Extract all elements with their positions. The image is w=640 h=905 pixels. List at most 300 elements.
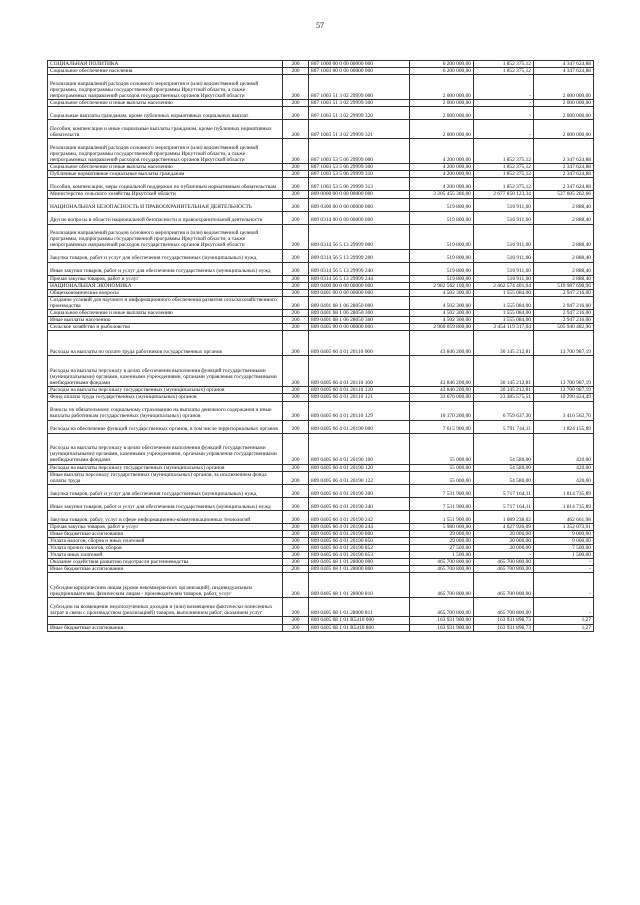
row-line-code: 200	[283, 331, 309, 356]
row-line-code: 200	[283, 211, 309, 224]
row-budget-code: 809 0405 68 1 01 28000 000	[309, 559, 410, 566]
row-approved-amount: 4 502 300,00	[410, 296, 474, 309]
row-executed-amount: 1 555 084,00	[474, 296, 534, 309]
row-budget-code: 809 0000 00 0 00 00000 000	[309, 191, 410, 198]
table-row	[48, 289, 594, 296]
row-approved-amount: 6 200 000,00	[410, 68, 474, 75]
row-approved-amount: 55 000,00	[410, 471, 474, 484]
row-unexecuted-amount: 2 888,40	[534, 275, 594, 282]
table-row	[48, 484, 594, 497]
table-row	[48, 401, 594, 420]
row-line-code: 200	[283, 282, 309, 289]
row-name: Публичные нормативные социальные выплаты гражданам	[48, 171, 283, 178]
row-unexecuted-amount: 2 947 216,00	[534, 317, 594, 324]
row-unexecuted-amount: 1 352 073,91	[534, 523, 594, 530]
row-budget-code: 807 1003 51 3 02 29999 300	[309, 100, 410, 107]
table-row	[48, 530, 594, 537]
row-name: Оказание содействия развитию подотрасли растениеводства	[48, 559, 283, 566]
row-budget-code: 809 0405 68 1 01 28000 810	[309, 573, 410, 598]
row-name: Иные бюджетные ассигнования	[48, 530, 283, 537]
row-approved-amount: 519 800,00	[410, 262, 474, 275]
row-unexecuted-amount: 420,00	[534, 471, 594, 484]
row-line-code: 200	[283, 497, 309, 510]
row-budget-code: 809 0405 66 4 01 20190 800	[309, 530, 410, 537]
row-budget-code: 809 0400 00 0 00 00000 000	[309, 282, 410, 289]
table-row	[48, 224, 594, 249]
table-row	[48, 75, 594, 100]
row-unexecuted-amount: -	[534, 559, 594, 566]
row-line-code: 200	[283, 545, 309, 552]
row-line-code: 200	[283, 107, 309, 120]
row-line-code: 200	[283, 317, 309, 324]
row-approved-amount: 519 800,00	[410, 211, 474, 224]
row-name: Закупка товаров, работ и услуг для обеспечения государственных (муниципальных) нужд	[48, 484, 283, 497]
row-executed-amount: 23 385 575,51	[474, 394, 534, 401]
row-budget-code: 809 0405 66 4 01 20110 100	[309, 356, 410, 387]
table-row	[48, 523, 594, 530]
row-name: НАЦИОНАЛЬНАЯ ЭКОНОМИКА	[48, 282, 283, 289]
row-name: Реализация направлений расходов основного мероприятия и (или) ведомственной целевой программы, подпрограммы государственной программы Иркутской области, а также непрограммных направлений расходов государственных органов Иркутской области	[48, 75, 283, 100]
row-approved-amount: 43 846 200,00	[410, 331, 474, 356]
row-approved-amount: 6 200 000,00	[410, 61, 474, 68]
row-approved-amount: 465 700 800,00	[410, 598, 474, 617]
row-approved-amount: 27 500,00	[410, 545, 474, 552]
table-row	[48, 552, 594, 559]
row-budget-code: 809 0314 56 5 13 29999 200	[309, 249, 410, 262]
row-executed-amount: 1 555 084,00	[474, 289, 534, 296]
row-unexecuted-amount: 519 987 698,96	[534, 282, 594, 289]
row-line-code: 200	[283, 120, 309, 139]
row-line-code: 200	[283, 559, 309, 566]
row-line-code: 200	[283, 573, 309, 598]
row-executed-amount: 1 852 375,12	[474, 171, 534, 178]
row-executed-amount: 30 145 212,81	[474, 331, 534, 356]
row-executed-amount: 1 555 084,00	[474, 310, 534, 317]
row-budget-code: 807 1003 51 3 02 29999 321	[309, 120, 410, 139]
row-executed-amount: 516 911,60	[474, 262, 534, 275]
row-budget-code: 809 0314 56 5 13 29999 240	[309, 262, 410, 275]
row-unexecuted-amount: 9 000,00	[534, 537, 594, 544]
row-line-code: 200	[283, 191, 309, 198]
row-approved-amount: 519 800,00	[410, 224, 474, 249]
row-approved-amount: 55 000,00	[410, 433, 474, 464]
row-budget-code: 809 0405 66 4 01 20190 242	[309, 510, 410, 523]
row-executed-amount: 1 852 375,12	[474, 68, 534, 75]
row-line-code: 200	[283, 139, 309, 164]
row-approved-amount: 519 800,00	[410, 275, 474, 282]
row-budget-code: 809 0405 66 4 01 20190 200	[309, 484, 410, 497]
row-budget-code: 809 0401 00 0 00 00000 000	[309, 289, 410, 296]
row-name: Пособия, компенсации и иные социальные выплаты гражданам, кроме публичных нормативных обязательств	[48, 120, 283, 139]
row-unexecuted-amount: 1 500,00	[534, 552, 594, 559]
row-executed-amount: 54 580,00	[474, 464, 534, 471]
row-line-code: 200	[283, 624, 309, 631]
row-unexecuted-amount: -	[534, 566, 594, 573]
row-unexecuted-amount: 420,00	[534, 433, 594, 464]
table-row	[48, 433, 594, 464]
row-unexecuted-amount: 13 700 987,19	[534, 331, 594, 356]
table-row	[48, 464, 594, 471]
row-budget-code: 807 1000 00 0 00 00000 000	[309, 61, 410, 68]
row-name: Расходы на выплаты по оплате труда работников государственных органов	[48, 331, 283, 356]
row-unexecuted-amount: 2 888,40	[534, 198, 594, 211]
row-line-code: 200	[283, 387, 309, 394]
row-executed-amount: 54 580,00	[474, 433, 534, 464]
row-approved-amount: 4 502 300,00	[410, 289, 474, 296]
row-line-code: 200	[283, 484, 309, 497]
row-name: Социальное обеспечение населения	[48, 68, 283, 75]
row-approved-amount: 3 205 455 386,00	[410, 191, 474, 198]
row-line-code: 200	[283, 100, 309, 107]
row-name: Субсидии юридическим лицам (кроме некоммерческих организаций), индивидуальным предпринимателям, физическим лицам - производителям товаров, работ, услуг	[48, 573, 283, 598]
row-name: Иные выплаты персоналу государственных (муниципальных) органов, за исключением фонда оплаты труда	[48, 471, 283, 484]
table-row	[48, 387, 594, 394]
row-unexecuted-amount: 2 000 000,00	[534, 75, 594, 100]
row-line-code: 200	[283, 530, 309, 537]
row-unexecuted-amount: 1 824 155,89	[534, 420, 594, 433]
row-budget-code: 809 0405 66 4 01 20110 000	[309, 331, 410, 356]
row-executed-amount: 20 000,00	[474, 545, 534, 552]
row-unexecuted-amount: 1,27	[534, 624, 594, 631]
row-budget-code: 809 0405 66 4 01 20190 000	[309, 420, 410, 433]
row-unexecuted-amount: 4 347 624,88	[534, 61, 594, 68]
row-name: Расходы на обеспечение функций государственных органов, в том числе территориальных органов	[48, 420, 283, 433]
row-unexecuted-amount: 13 700 987,19	[534, 356, 594, 387]
table-row	[48, 68, 594, 75]
row-line-code: 200	[283, 61, 309, 68]
table-row	[48, 598, 594, 617]
row-unexecuted-amount: 10 290 424,49	[534, 394, 594, 401]
row-unexecuted-amount: 462 661,98	[534, 510, 594, 523]
row-executed-amount: 2 677 850 123,34	[474, 191, 534, 198]
row-approved-amount: 2 000 000,00	[410, 100, 474, 107]
table-row	[48, 356, 594, 387]
row-budget-code: 809 0405 00 0 00 00000 000	[309, 324, 410, 331]
row-executed-amount: 465 700 800,00	[474, 573, 534, 598]
row-approved-amount: 1 551 900,00	[410, 510, 474, 523]
row-approved-amount: 10 170 200,00	[410, 401, 474, 420]
row-executed-amount: -	[474, 552, 534, 559]
row-executed-amount: 30 145 212,81	[474, 356, 534, 387]
row-executed-amount: 1 852 375,12	[474, 139, 534, 164]
row-approved-amount: 4 200 000,00	[410, 139, 474, 164]
row-unexecuted-amount: 1,27	[534, 617, 594, 624]
row-executed-amount: 5 791 744,11	[474, 420, 534, 433]
row-name: Социальное обеспечение и иные выплаты населению	[48, 310, 283, 317]
row-executed-amount: 1 852 375,12	[474, 61, 534, 68]
row-unexecuted-amount: 2 947 216,00	[534, 296, 594, 309]
row-executed-amount: 2 462 574 401,04	[474, 282, 534, 289]
table-row	[48, 198, 594, 211]
row-line-code: 200	[283, 464, 309, 471]
row-line-code: 200	[283, 198, 309, 211]
row-approved-amount: 465 700 800,00	[410, 559, 474, 566]
row-name: Иные закупки товаров, работ и услуг для обеспечения государственных (муниципальных) нужд	[48, 497, 283, 510]
table-row	[48, 545, 594, 552]
row-budget-code: 809 0405 66 4 01 20110 129	[309, 401, 410, 420]
row-line-code: 200	[283, 224, 309, 249]
row-approved-amount: 7 615 900,00	[410, 420, 474, 433]
table-row	[48, 324, 594, 331]
row-budget-code: 807 1003 51 3 02 29999 000	[309, 75, 410, 100]
row-budget-code: 809 0401 68 1 06 28050 360	[309, 317, 410, 324]
row-line-code: 200	[283, 249, 309, 262]
row-executed-amount: 6 759 637,30	[474, 401, 534, 420]
row-unexecuted-amount: 13 700 987,19	[534, 387, 594, 394]
row-unexecuted-amount: 1 814 735,89	[534, 484, 594, 497]
row-approved-amount: 465 700 800,00	[410, 573, 474, 598]
row-budget-code: 809 0405 66 4 01 20190 850	[309, 537, 410, 544]
table-row	[48, 420, 594, 433]
row-unexecuted-amount: 2 347 624,88	[534, 178, 594, 191]
row-name: Иные выплаты населению	[48, 317, 283, 324]
row-approved-amount: 4 502 300,00	[410, 317, 474, 324]
row-budget-code: 809 0405 68 1 01 28000 811	[309, 598, 410, 617]
table-row	[48, 566, 594, 573]
table-row	[48, 61, 594, 68]
table-row	[48, 211, 594, 224]
row-approved-amount: 2 000 000,00	[410, 120, 474, 139]
row-budget-code: 809 0405 66 4 01 20190 852	[309, 545, 410, 552]
row-executed-amount: 2 454 119 317,04	[474, 324, 534, 331]
row-executed-amount: 516 911,60	[474, 198, 534, 211]
row-unexecuted-amount: 2 000 000,00	[534, 107, 594, 120]
table-row	[48, 317, 594, 324]
table-row	[48, 510, 594, 523]
row-executed-amount: 54 580,00	[474, 471, 534, 484]
row-budget-code: 809 0314 56 5 13 29999 244	[309, 275, 410, 282]
row-line-code: 200	[283, 75, 309, 100]
row-executed-amount: 1 089 238,02	[474, 510, 534, 523]
table-row	[48, 471, 594, 484]
row-name: Другие вопросы в области национальной безопасности и правоохранительной деятельности	[48, 211, 283, 224]
row-name: Иные бюджетные ассигнования	[48, 624, 283, 631]
row-unexecuted-amount: 2 000 000,00	[534, 100, 594, 107]
table-row	[48, 171, 594, 178]
row-executed-amount: -	[474, 107, 534, 120]
row-approved-amount: 55 000,00	[410, 464, 474, 471]
row-budget-code: 809 0405 68 1 01 28000 800	[309, 566, 410, 573]
table-row	[48, 100, 594, 107]
row-approved-amount: 1 500,00	[410, 552, 474, 559]
row-name: Закупка товаров, работ и услуг для обеспечения государственных (муниципальных) нужд	[48, 249, 283, 262]
row-budget-code: 809 0405 68 1 01 R5410 000	[309, 617, 410, 624]
budget-execution-table	[47, 60, 594, 632]
row-unexecuted-amount: 505 940 482,96	[534, 324, 594, 331]
row-unexecuted-amount: 2 888,40	[534, 262, 594, 275]
row-name: Расходы на выплаты персоналу в целях обеспечения выполнения функций государственными (муниципальными) органами, казенными учреждениями, органами управления государственными внебюджетными фондами	[48, 433, 283, 464]
row-executed-amount: 5 717 164,11	[474, 484, 534, 497]
row-name: Закупка товаров, работ, услуг в сфере информационно-коммуникационных технологий	[48, 510, 283, 523]
row-line-code: 200	[283, 164, 309, 171]
row-name: Уплата прочих налогов, сборов	[48, 545, 283, 552]
row-executed-amount: 1 852 375,12	[474, 178, 534, 191]
row-name	[48, 617, 283, 624]
row-executed-amount: 465 700 800,00	[474, 598, 534, 617]
row-budget-code: 809 0405 66 4 01 20190 244	[309, 523, 410, 530]
row-budget-code: 809 0300 00 0 00 00000 000	[309, 198, 410, 211]
row-approved-amount: 2 982 562 100,00	[410, 282, 474, 289]
row-executed-amount: 163 931 898,73	[474, 617, 534, 624]
row-executed-amount: -	[474, 120, 534, 139]
row-approved-amount: 4 200 000,00	[410, 164, 474, 171]
row-name: Уплата иных платежей	[48, 552, 283, 559]
row-approved-amount: 519 800,00	[410, 198, 474, 211]
table-row	[48, 164, 594, 171]
row-approved-amount: 465 700 800,00	[410, 566, 474, 573]
row-approved-amount: 163 931 900,00	[410, 617, 474, 624]
row-executed-amount: -	[474, 100, 534, 107]
row-approved-amount: 7 531 900,00	[410, 497, 474, 510]
table-row	[48, 249, 594, 262]
row-executed-amount: 30 145 212,81	[474, 387, 534, 394]
row-unexecuted-amount: 2 888,40	[534, 224, 594, 249]
row-budget-code: 807 1003 53 5 06 29999 313	[309, 178, 410, 191]
table-row	[48, 394, 594, 401]
table-row	[48, 573, 594, 598]
row-line-code: 200	[283, 598, 309, 617]
row-unexecuted-amount: 7 500,00	[534, 545, 594, 552]
row-executed-amount: -	[474, 75, 534, 100]
row-name: Социальные выплаты гражданам, кроме публичных нормативных социальных выплат	[48, 107, 283, 120]
row-name: Социальное обеспечение и иные выплаты населению	[48, 164, 283, 171]
row-unexecuted-amount: 2 888,40	[534, 211, 594, 224]
row-unexecuted-amount: 2 947 216,00	[534, 310, 594, 317]
row-line-code: 200	[283, 356, 309, 387]
row-budget-code: 809 0314 00 0 00 00000 000	[309, 211, 410, 224]
table-row	[48, 310, 594, 317]
row-unexecuted-amount: 2 888,40	[534, 249, 594, 262]
row-budget-code: 809 0405 66 4 01 20110 120	[309, 387, 410, 394]
row-line-code: 200	[283, 433, 309, 464]
table-row	[48, 624, 594, 631]
row-name: Уплата налогов, сборов и иных платежей	[48, 537, 283, 544]
row-executed-amount: 5 717 164,11	[474, 497, 534, 510]
row-budget-code: 809 0405 68 1 01 R5410 800	[309, 624, 410, 631]
row-approved-amount: 519 800,00	[410, 249, 474, 262]
table-row	[48, 617, 594, 624]
row-name: Расходы на выплаты персоналу в целях обеспечения выполнения функций государственными (муниципальными) органами, казенными учреждениями, органами управления государственными внебюджетными фондами	[48, 356, 283, 387]
row-budget-code: 807 1003 53 5 06 29999 300	[309, 164, 410, 171]
row-approved-amount: 2 000 000,00	[410, 75, 474, 100]
row-name: Иные бюджетные ассигнования	[48, 566, 283, 573]
row-approved-amount: 29 000,00	[410, 537, 474, 544]
row-name: Реализация направлений расходов основного мероприятия и (или) ведомственной целевой программы, подпрограммы государственной программы Иркутской области, а также непрограммных направлений расходов государственных органов Иркутской области	[48, 224, 283, 249]
row-budget-code: 809 0314 56 5 13 29999 000	[309, 224, 410, 249]
row-approved-amount: 33 676 000,00	[410, 394, 474, 401]
row-unexecuted-amount: 3 410 562,70	[534, 401, 594, 420]
row-name: Социальное обеспечение и иные выплаты населению	[48, 100, 283, 107]
row-budget-code: 809 0405 66 4 01 20190 853	[309, 552, 410, 559]
row-budget-code: 807 1003 53 5 06 29999 000	[309, 139, 410, 164]
row-executed-amount: 163 931 898,73	[474, 624, 534, 631]
table-row	[48, 178, 594, 191]
row-budget-code: 809 0405 66 4 01 20190 100	[309, 433, 410, 464]
row-name: Реализация направлений расходов основного мероприятия и (или) ведомственной целевой программы, подпрограммы государственной программы Иркутской области, а также непрограммных направлений расходов государственных органов Иркутской области	[48, 139, 283, 164]
table-row	[48, 331, 594, 356]
row-budget-code: 809 0405 66 4 01 20110 121	[309, 394, 410, 401]
row-approved-amount: 2 000 000,00	[410, 107, 474, 120]
row-budget-code: 809 0405 66 4 01 20190 120	[309, 464, 410, 471]
row-name: Сельское хозяйство и рыболовство	[48, 324, 283, 331]
row-line-code: 200	[283, 401, 309, 420]
row-executed-amount: 516 911,60	[474, 275, 534, 282]
row-approved-amount: 43 846 200,00	[410, 356, 474, 387]
row-unexecuted-amount: -	[534, 598, 594, 617]
row-line-code: 200	[283, 523, 309, 530]
row-line-code: 200	[283, 296, 309, 309]
row-name: Взносы по обязательному социальному страхованию на выплаты денежного содержания и иные выплаты работникам государственных (муниципальных) органов	[48, 401, 283, 420]
row-line-code: 200	[283, 394, 309, 401]
row-unexecuted-amount: 2 347 624,88	[534, 139, 594, 164]
row-name: Пособия, компенсации, меры социальной поддержки по публичным нормативным обязательствам	[48, 178, 283, 191]
row-name: Общеэкономические вопросы	[48, 289, 283, 296]
row-approved-amount: 4 200 000,00	[410, 171, 474, 178]
row-unexecuted-amount: 2 947 216,00	[534, 289, 594, 296]
row-unexecuted-amount: 2 347 624,88	[534, 171, 594, 178]
row-line-code: 200	[283, 171, 309, 178]
row-budget-code: 809 0401 68 1 06 28050 000	[309, 296, 410, 309]
row-unexecuted-amount: 2 000 000,00	[534, 120, 594, 139]
table-row	[48, 282, 594, 289]
table-row	[48, 296, 594, 309]
row-budget-code: 807 1003 00 0 00 00000 000	[309, 68, 410, 75]
row-name: Фонд оплаты труда государственных (муниципальных) органов	[48, 394, 283, 401]
row-name: СОЦИАЛЬНАЯ ПОЛИТИКА	[48, 61, 283, 68]
table-row	[48, 139, 594, 164]
row-name: Прочая закупка товаров, работ и услуг	[48, 275, 283, 282]
row-line-code: 200	[283, 510, 309, 523]
row-name: Прочая закупка товаров, работ и услуг	[48, 523, 283, 530]
page-number: 57	[316, 21, 324, 30]
row-budget-code: 809 0405 66 4 01 20190 240	[309, 497, 410, 510]
row-approved-amount: 4 200 000,00	[410, 178, 474, 191]
row-executed-amount: 465 700 800,00	[474, 566, 534, 573]
table-row	[48, 497, 594, 510]
row-name: Субсидии на возмещение недополученных доходов и (или) возмещение фактически понесенных затрат в связи с производством (реализацией) товаров, выполнением работ, оказанием услуг	[48, 598, 283, 617]
row-approved-amount: 2 960 059 800,00	[410, 324, 474, 331]
row-line-code: 200	[283, 310, 309, 317]
table-row	[48, 275, 594, 282]
row-executed-amount: 1 852 375,12	[474, 164, 534, 171]
row-executed-amount: 516 911,60	[474, 211, 534, 224]
row-line-code: 200	[283, 617, 309, 624]
row-approved-amount: 43 846 200,00	[410, 387, 474, 394]
row-name: НАЦИОНАЛЬНАЯ БЕЗОПАСНОСТЬ И ПРАВООХРАНИТЕЛЬНАЯ ДЕЯТЕЛЬНОСТЬ	[48, 198, 283, 211]
row-unexecuted-amount: 4 347 624,88	[534, 68, 594, 75]
row-approved-amount: 29 000,00	[410, 530, 474, 537]
row-executed-amount: 465 700 800,00	[474, 559, 534, 566]
row-line-code: 200	[283, 324, 309, 331]
row-budget-code: 809 0405 66 4 01 20190 122	[309, 471, 410, 484]
row-approved-amount: 5 980 000,00	[410, 523, 474, 530]
row-approved-amount: 163 931 900,00	[410, 624, 474, 631]
row-unexecuted-amount: 420,00	[534, 464, 594, 471]
row-unexecuted-amount: 2 347 624,88	[534, 164, 594, 171]
row-budget-code: 807 1003 53 5 06 29999 310	[309, 171, 410, 178]
row-line-code: 200	[283, 537, 309, 544]
row-line-code: 200	[283, 275, 309, 282]
table-row	[48, 559, 594, 566]
row-line-code: 200	[283, 566, 309, 573]
row-approved-amount: 7 531 900,00	[410, 484, 474, 497]
row-name: Иные закупки товаров, работ и услуг для обеспечения государственных (муниципальных) нужд	[48, 262, 283, 275]
row-executed-amount: 20 000,00	[474, 537, 534, 544]
row-line-code: 200	[283, 420, 309, 433]
row-line-code: 200	[283, 178, 309, 191]
row-executed-amount: 1 555 084,00	[474, 317, 534, 324]
row-line-code: 200	[283, 289, 309, 296]
